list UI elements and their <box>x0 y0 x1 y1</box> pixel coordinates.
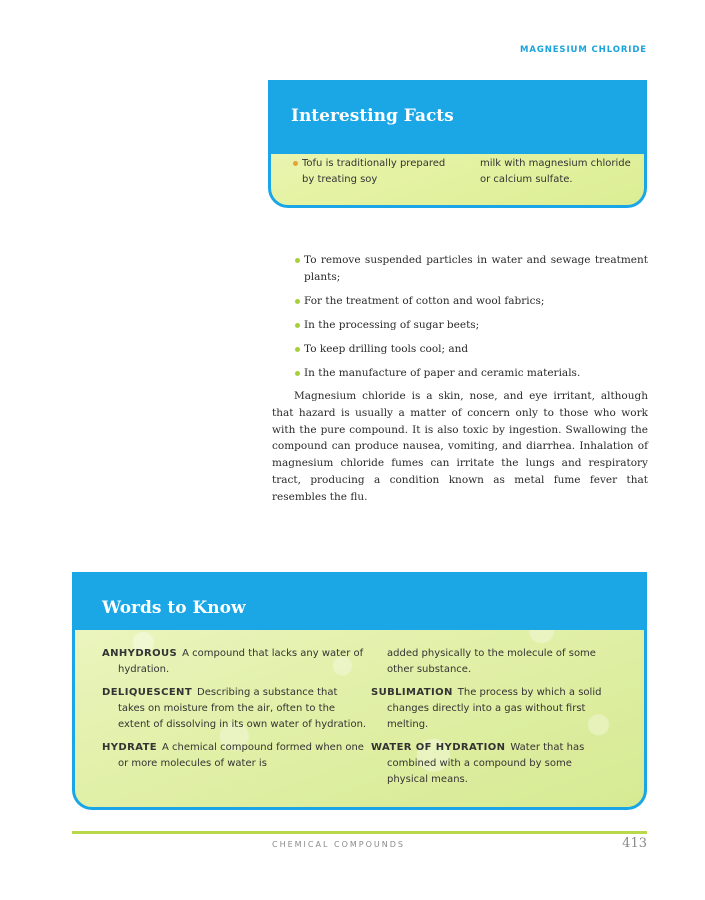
words-to-know-box <box>72 572 647 810</box>
list-item <box>272 365 648 382</box>
words-to-know-right-column <box>371 646 611 795</box>
list-item-text: For the treatment of cotton and wool fabrics; <box>304 295 545 307</box>
bullet-icon <box>295 371 300 376</box>
words-to-know-left-column <box>102 646 367 779</box>
interesting-facts-box <box>268 80 647 208</box>
glossary-term: HYDRATE <box>102 742 158 753</box>
list-item-text: In the manufacture of paper and ceramic materials. <box>304 367 581 379</box>
bullet-icon <box>295 299 300 304</box>
body-paragraph: Magnesium chloride is a skin, nose, and eye irritant, although that hazard is usually a matter of concern only to those who work with the pure compound. It is also toxic by ingestion. Swallowing the compound can produce nausea, vomiting, and diarrhea. Inhalation of magnesium chloride fumes can irritate the lungs and respiratory tract, producing a condition known as metal fume fever that resembles the flu. <box>272 390 648 503</box>
glossary-definition: Water that has combined with a compound by some physical means. <box>387 742 585 785</box>
interesting-facts-header <box>271 80 644 154</box>
glossary-entry <box>102 685 367 733</box>
page-number: 413 <box>622 836 647 851</box>
list-item <box>272 317 648 334</box>
list-item <box>272 341 648 358</box>
footer-book-title: CHEMICAL COMPOUNDS <box>272 840 405 849</box>
glossary-entry <box>371 740 611 788</box>
glossary-definition-continuation: added physically to the molecule of some other substance. <box>387 648 596 675</box>
glossary-definition: A chemical compound formed when one or more molecules of water is <box>118 742 364 769</box>
list-item <box>272 252 648 286</box>
glossary-entry <box>102 740 367 772</box>
glossary-entry <box>102 646 367 678</box>
interesting-fact-text-right: milk with magnesium chloride or calcium sulfate. <box>480 158 631 185</box>
bullet-icon <box>293 161 298 166</box>
glossary-term: ANHYDROUS <box>102 648 178 659</box>
words-to-know-title: Words to Know <box>102 598 246 618</box>
words-to-know-header <box>75 572 644 630</box>
list-item-text: To remove suspended particles in water and sewage treatment plants; <box>304 254 648 283</box>
glossary-term: WATER OF HYDRATION <box>371 742 506 753</box>
glossary-term: SUBLIMATION <box>371 687 453 698</box>
list-item <box>272 293 648 310</box>
footer-divider <box>72 831 647 834</box>
interesting-facts-left-column <box>289 156 449 188</box>
glossary-definition: Describing a substance that takes on moisture from the air, often to the extent of dissolving in its own water of hydration. <box>118 687 367 730</box>
bullet-icon <box>295 347 300 352</box>
interesting-fact-text-left: Tofu is traditionally prepared by treating soy <box>302 158 446 185</box>
bullet-icon <box>295 258 300 263</box>
uses-bullet-list <box>272 252 648 389</box>
running-head: MAGNESIUM CHLORIDE <box>520 45 647 55</box>
glossary-definition: The process by which a solid changes directly into a gas without first melting. <box>387 687 602 730</box>
glossary-entry <box>371 685 611 733</box>
list-item-text: In the processing of sugar beets; <box>304 319 480 331</box>
list-item-text: To keep drilling tools cool; and <box>304 343 469 355</box>
glossary-definition: A compound that lacks any water of hydration. <box>118 648 364 675</box>
interesting-facts-body <box>271 154 644 208</box>
interesting-facts-title: Interesting Facts <box>291 106 454 126</box>
glossary-term: DELIQUESCENT <box>102 687 193 698</box>
bullet-icon <box>295 323 300 328</box>
